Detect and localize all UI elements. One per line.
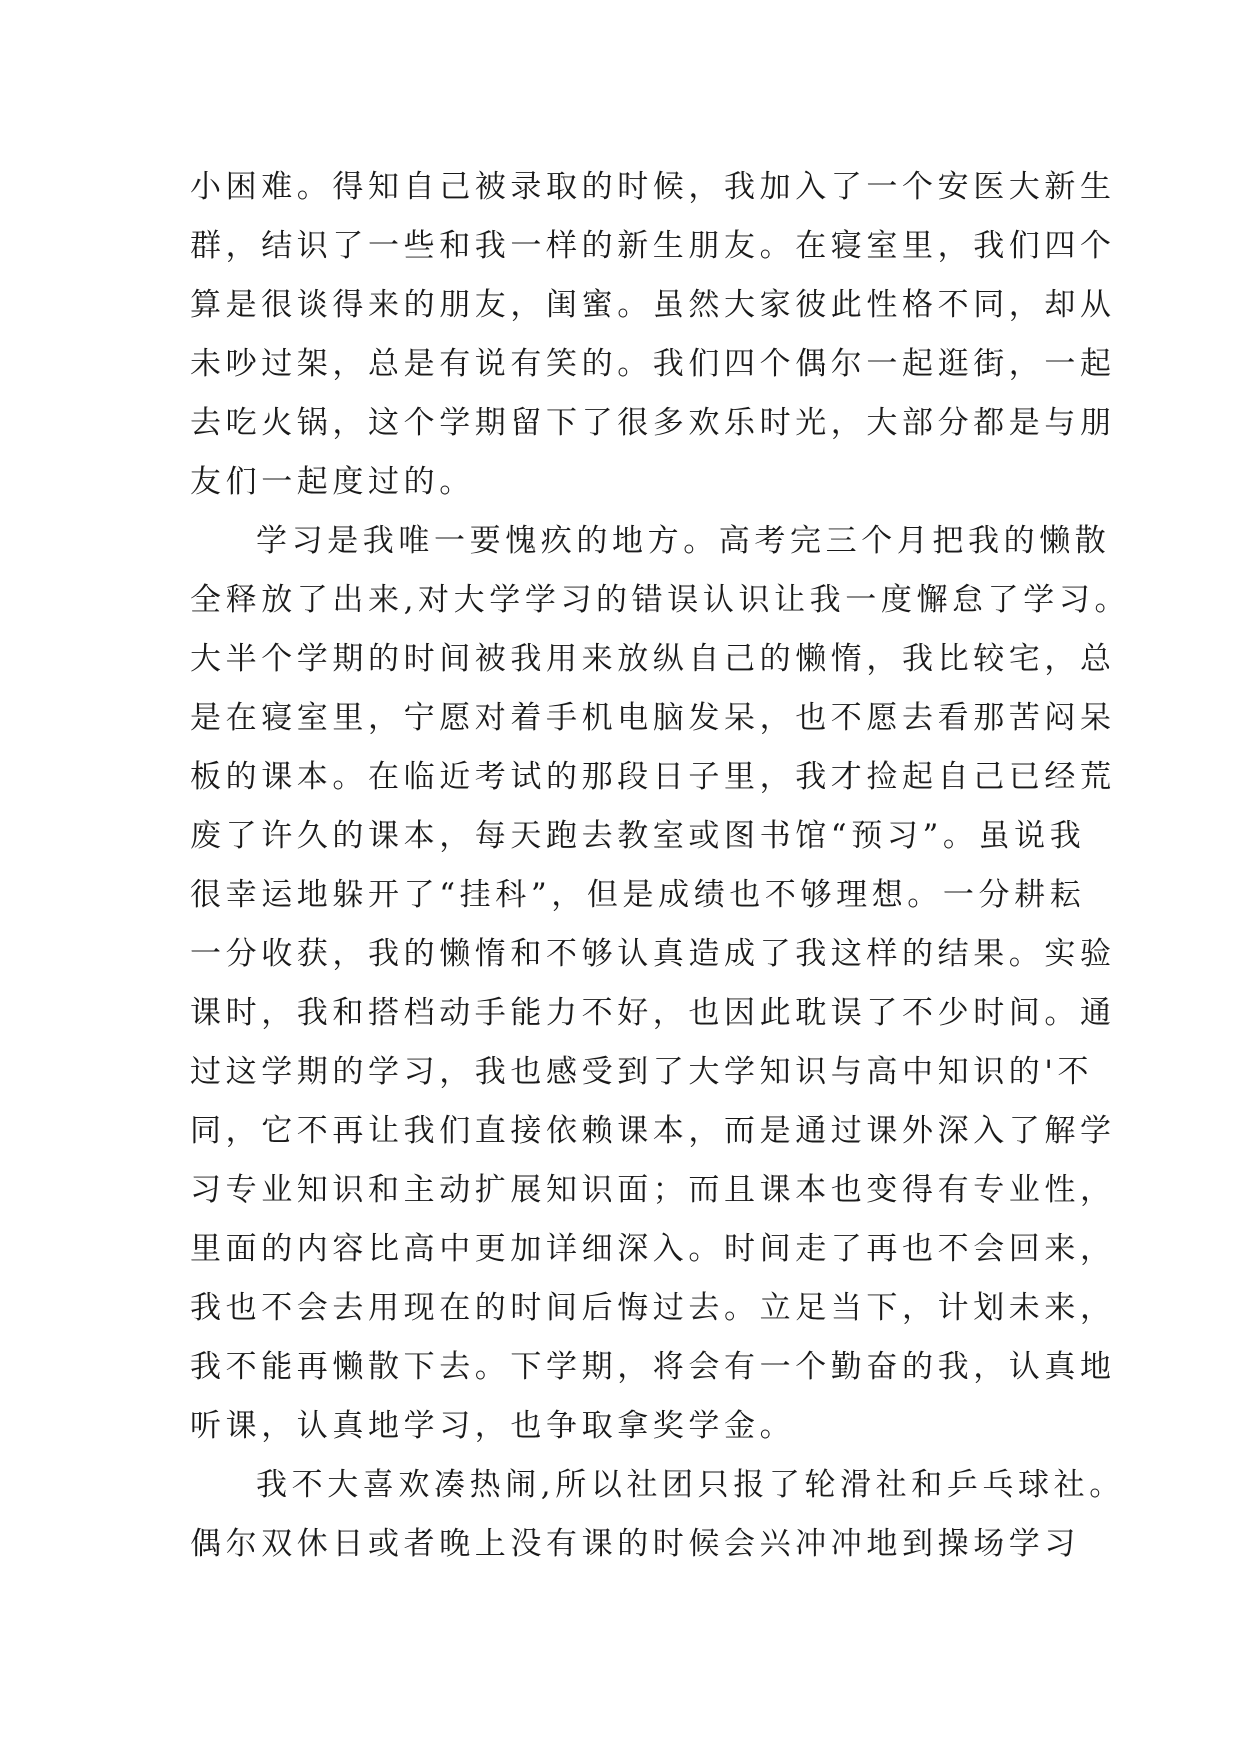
text-line: 群，结识了一些和我一样的新生朋友。在寝室里，我们四个 xyxy=(190,228,1116,264)
text-line: 友们一起度过的。 xyxy=(190,464,475,500)
text-line: 全释放了出来,对大学学习的错误认识让我一度懈怠了学习。 xyxy=(190,582,1131,618)
text-line: 里面的内容比高中更加详细深入。时间走了再也不会回来， xyxy=(190,1231,1116,1267)
text-line: 板的课本。在临近考试的那段日子里，我才捡起自己已经荒 xyxy=(190,759,1116,795)
text-line: 习专业知识和主动扩展知识面；而且课本也变得有专业性， xyxy=(190,1172,1116,1208)
text-line: 小困难。得知自己被录取的时候，我加入了一个安医大新生 xyxy=(190,169,1116,205)
text-line: 一分收获，我的懒惰和不够认真造成了我这样的结果。实验 xyxy=(190,936,1116,972)
text-line: 我不能再懒散下去。下学期，将会有一个勤奋的我，认真地 xyxy=(190,1349,1116,1385)
text-line: 废了许久的课本，每天跑去教室或图书馆“预习”。虽说我 xyxy=(190,818,1086,854)
text-line: 我也不会去用现在的时间后悔过去。立足当下，计划未来， xyxy=(190,1290,1116,1326)
text-line: 去吃火锅，这个学期留下了很多欢乐时光，大部分都是与朋 xyxy=(190,405,1116,441)
body-text xyxy=(190,158,1131,1574)
text-line: 同，它不再让我们直接依赖课本，而是通过课外深入了解学 xyxy=(190,1113,1116,1149)
text-line: 未吵过架，总是有说有笑的。我们四个偶尔一起逛街，一起 xyxy=(190,346,1116,382)
text-line: 听课，认真地学习，也争取拿奖学金。 xyxy=(190,1408,796,1444)
text-line: 很幸运地躲开了“挂科”，但是成绩也不够理想。一分耕耘 xyxy=(190,877,1086,913)
text-line: 过这学期的学习，我也感受到了大学知识与高中知识的'不 xyxy=(190,1054,1094,1090)
paragraph-3 xyxy=(190,1456,1125,1574)
text-line: 课时，我和搭档动手能力不好，也因此耽误了不少时间。通 xyxy=(190,995,1116,1031)
text-line: 大半个学期的时间被我用来放纵自己的懒惰，我比较宅，总 xyxy=(190,641,1116,677)
paragraph-1 xyxy=(190,158,1116,512)
text-line: 是在寝室里，宁愿对着手机电脑发呆，也不愿去看那苦闷呆 xyxy=(190,700,1116,736)
text-line: 算是很谈得来的朋友，闺蜜。虽然大家彼此性格不同，却从 xyxy=(190,287,1116,323)
paragraph-2 xyxy=(190,512,1131,1456)
text-line: 偶尔双休日或者晚上没有课的时候会兴冲冲地到操场学习 xyxy=(190,1526,1080,1562)
text-line: 学习是我唯一要愧疚的地方。高考完三个月把我的懒散 xyxy=(256,523,1111,559)
text-line: 我不大喜欢凑热闹,所以社团只报了轮滑社和乒乓球社。 xyxy=(256,1467,1125,1503)
